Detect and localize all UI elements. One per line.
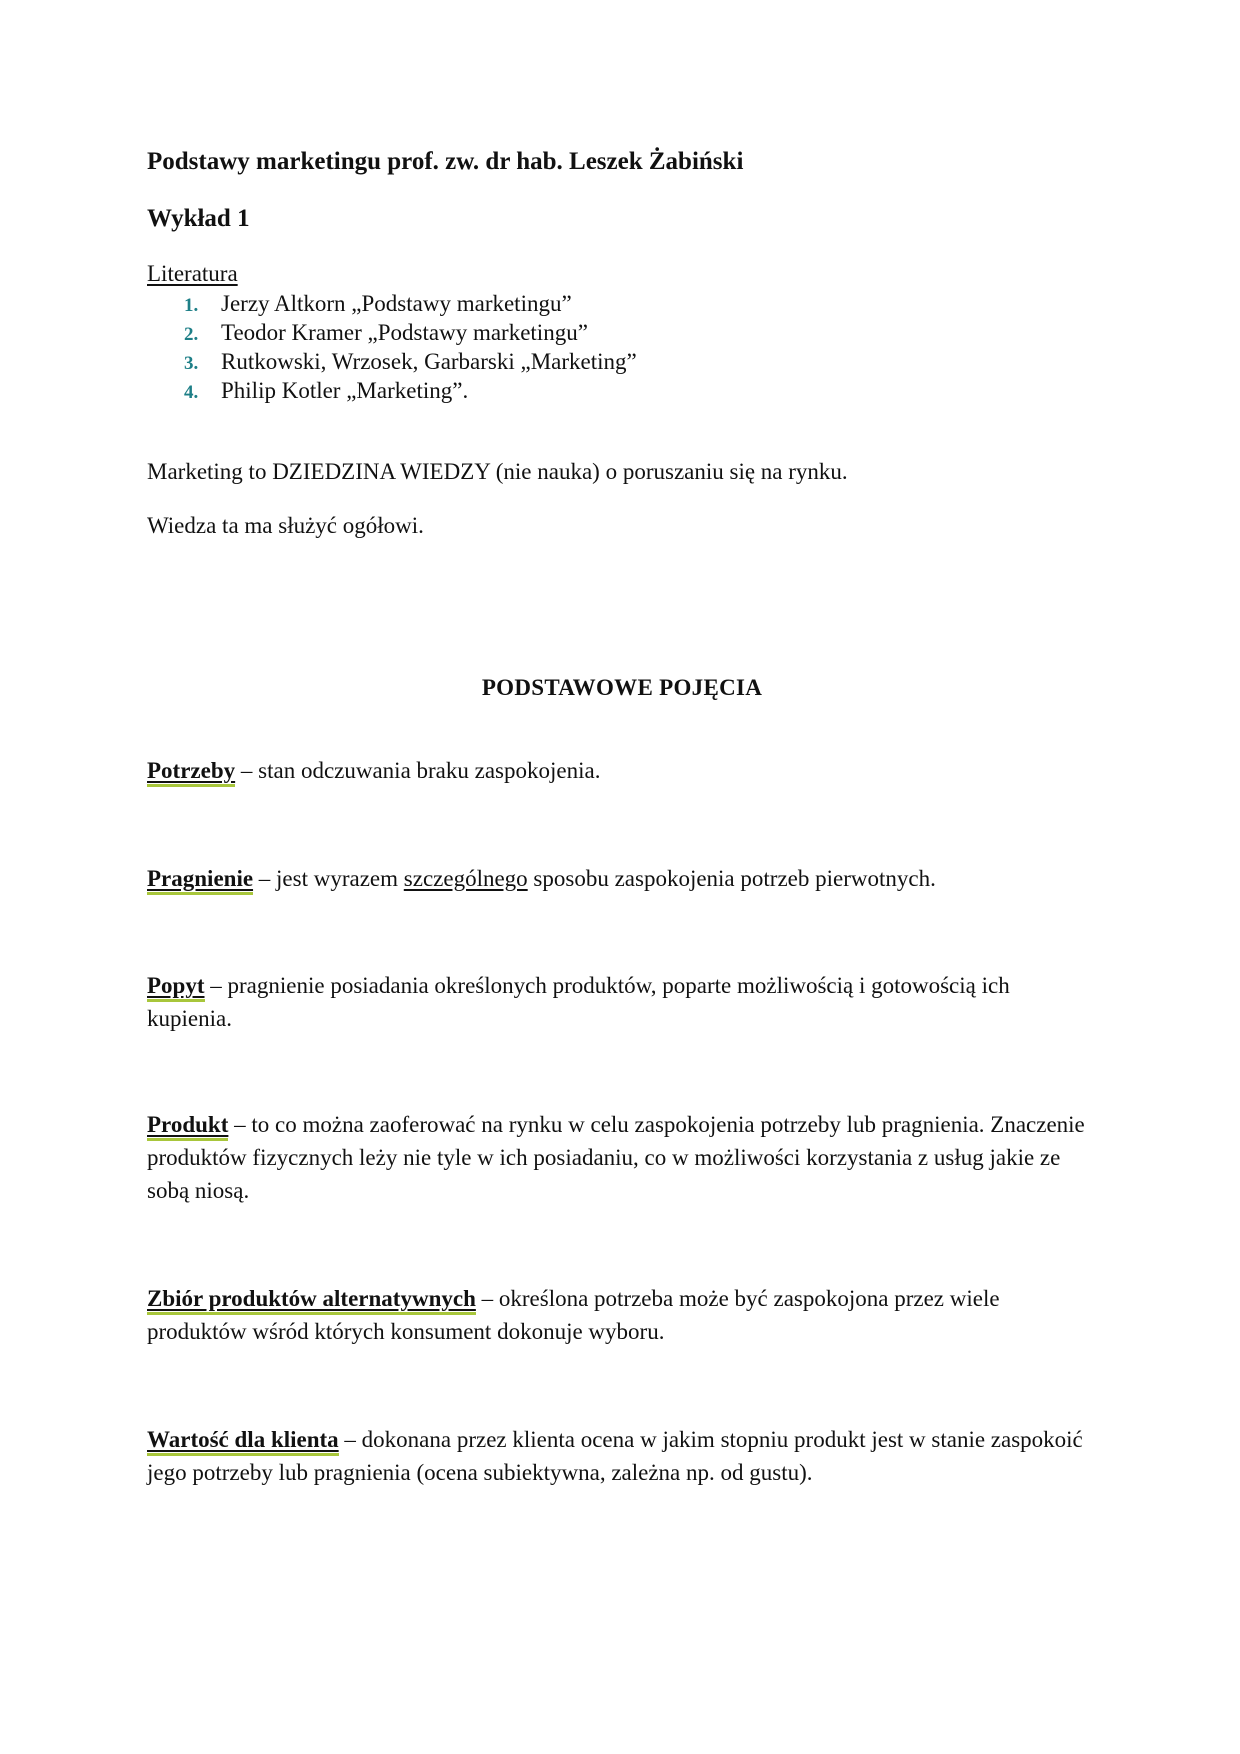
list-number: 2. [184, 324, 199, 345]
definition-popyt [147, 969, 1097, 1035]
definition-term: Wartość dla klienta [147, 1427, 339, 1456]
lecture-heading: Wykład 1 [147, 205, 250, 232]
definition-produkt [147, 1108, 1097, 1207]
literature-list [147, 289, 637, 405]
definition-pragnienie [147, 862, 1097, 895]
document-page [147, 0, 1097, 1754]
list-number: 4. [184, 382, 199, 403]
definition-zbior-produktow [147, 1282, 1097, 1348]
definition-text: – to co można zaoferować na rynku w celu zaspokojenia potrzeby lub pragnienia. Znaczenie produktów fizycznych leży nie tyle w ich posiadaniu, co w możliwości korzystania z usług jakie ze sobą niosą. [147, 1112, 1085, 1203]
list-number: 1. [184, 295, 199, 316]
literature-item-text: Teodor Kramer „Podstawy marketingu” [221, 320, 588, 345]
definition-term: Produkt [147, 1112, 228, 1141]
literature-item-text: Jerzy Altkorn „Podstawy marketingu” [221, 291, 572, 316]
definition-emphasis: szczególnego [403, 866, 528, 891]
definition-term: Potrzeby [147, 758, 235, 787]
intro-paragraph: Marketing to DZIEDZINA WIEDZY (nie nauka) o poruszaniu się na rynku. [147, 459, 848, 484]
definition-text: – jest wyrazem [253, 866, 404, 891]
definition-text: – określona potrzeba może być zaspokojona przez wiele produktów wśród których konsument dokonuje wyboru. [147, 1286, 1000, 1344]
literature-item [147, 376, 637, 405]
document-title: Podstawy marketingu prof. zw. dr hab. Leszek Żabiński [147, 148, 744, 175]
literature-item [147, 289, 637, 318]
literature-item-text: Rutkowski, Wrzosek, Garbarski „Marketing” [221, 349, 637, 374]
literature-heading: Literatura [147, 261, 238, 286]
definition-text: – stan odczuwania braku zaspokojenia. [235, 758, 601, 783]
definition-term: Pragnienie [147, 866, 253, 895]
definition-text: sposobu zaspokojenia potrzeb pierwotnych. [527, 866, 936, 891]
list-number: 3. [184, 353, 199, 374]
literature-item [147, 318, 637, 347]
literature-item [147, 347, 637, 376]
definition-text: – pragnienie posiadania określonych produktów, poparte możliwością i gotowością ich kupienia. [147, 973, 1010, 1031]
literature-item-text: Philip Kotler „Marketing”. [221, 378, 469, 403]
intro-paragraph: Wiedza ta ma służyć ogółowi. [147, 513, 424, 538]
definition-potrzeby [147, 754, 1097, 787]
definition-term: Popyt [147, 973, 205, 1002]
definition-wartosc-dla-klienta [147, 1423, 1097, 1489]
definition-term: Zbiór produktów alternatywnych [147, 1286, 476, 1315]
definition-text: – dokonana przez klienta ocena w jakim stopniu produkt jest w stanie zaspokoić jego potrzeby lub pragnienia (ocena subiektywna, zależna np. od gustu). [147, 1427, 1083, 1485]
section-heading: PODSTAWOWE POJĘCIA [481, 675, 763, 700]
